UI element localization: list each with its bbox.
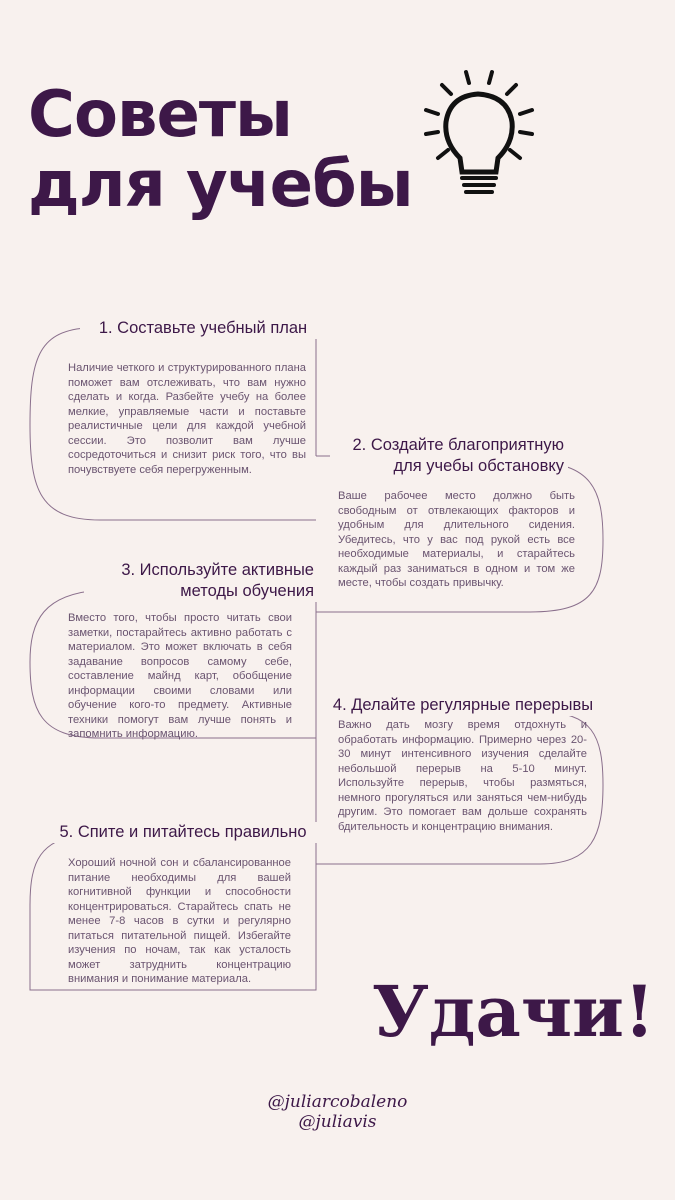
credit-handle-1: @juliarcobaleno (267, 1092, 408, 1112)
tip-3-text: Вместо того, чтобы просто читать свои заметки, постарайтесь активно работать с материалом. Это может включать в себя задавание вопросов самому себе, составление майнд карт, обобщение информации своими словами или обучение кого-то предмету. Активные техники помогут вам лучше понять и запомнить информацию. (68, 612, 292, 740)
closing-message: Удачи! (372, 970, 655, 1053)
tip-5-text: Хороший ночной сон и сбалансированное питание необходимы для вашей когнитивной функции и способности концентрироваться. Старайтесь спать не менее 7-8 часов в сутки и регулярно питаться питательной пищей. Избегайте изучения по ночам, так как усталость может затруднить концентрацию внимания и понимание материала. (68, 857, 291, 985)
tip-5-heading: 5. Спите и питайтесь правильно (48, 822, 318, 843)
lightbulb-icon (418, 66, 540, 202)
tip-2-heading-line-2: для учебы обстановку (393, 457, 564, 475)
tip-2-text: Ваше рабочее место должно быть свободным от отвлекающих факторов и удобным для длительного сидения. Убедитесь, что у вас под рукой есть все необходимые материалы, и старайтесь каждый раз заниматься в одном и том же месте, чтобы создать привычку. (338, 490, 575, 589)
credit-handle-2: @juliavis (298, 1112, 377, 1132)
tip-3-heading-line-1: 3. Используйте активные (121, 561, 314, 579)
tip-3-heading (84, 560, 318, 602)
page-title (28, 80, 413, 220)
tip-4-heading: 4. Делайте регулярные перерывы (324, 695, 602, 716)
tip-3-heading-line-2: методы обучения (180, 582, 314, 600)
credits (0, 1092, 675, 1132)
tip-1-text: Наличие четкого и структурированного плана поможет вам отслеживать, что вам нужно сделать и когда. Разбейте учебу на более мелкие, управляемые части и поставьте реалистичные цели для каждой учебной сессии. Это позволит вам лучше сосредоточиться и снизит риск того, что вы почувствуете себя перегруженным. (68, 362, 306, 476)
tip-4-text: Важно дать мозгу время отдохнуть и обработать информацию. Примерно через 20-30 минут интенсивного изучения сделайте небольшой перерыв на 5-10 минут. Используйте перерыв, чтобы размяться, немного прогуляться или заняться чем-нибудь другим. Это помогает вам дольше сохранять бдительность и концентрацию внимания. (338, 719, 587, 833)
tip-2-heading (330, 435, 568, 477)
title-line-1: Советы (28, 78, 292, 152)
tip-1-heading: 1. Составьте учебный план (80, 318, 326, 339)
title-line-2: для учебы (28, 148, 413, 222)
tip-2-heading-line-1: 2. Создайте благоприятную (352, 436, 564, 454)
